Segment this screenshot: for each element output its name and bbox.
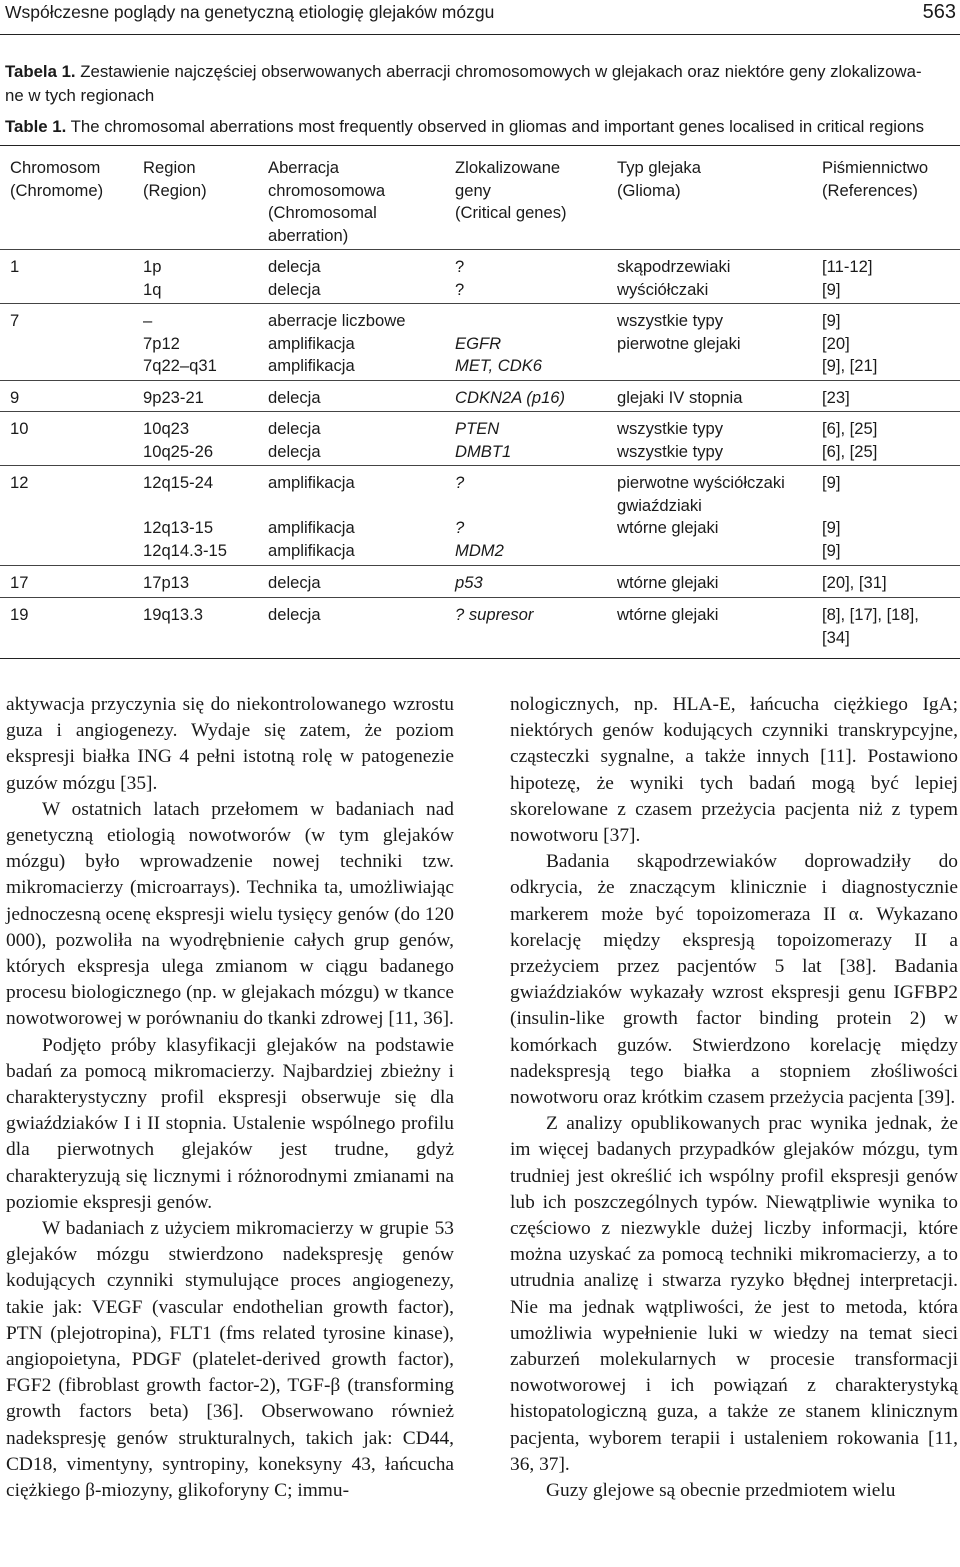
paragraph: aktywacja przyczynia się do niekontrolowanego wzrostu guza i angiogenezy. Wydaje się zatem, że poziom ekspresji białka ING 4 pełni istotną rolę w patogenezie guzów mózgu [35]. xyxy=(6,694,454,794)
caption-text: The chromosomal aberrations most frequently observed in gliomas and important genes localised in critical regions xyxy=(66,117,925,136)
column-header: Region (Region) xyxy=(143,158,207,200)
table-rule xyxy=(0,411,960,412)
cell-chromosome: 9 xyxy=(10,388,20,407)
cell-genes: ? ? xyxy=(455,257,465,299)
cell-chromosome: 1 xyxy=(10,257,20,276)
body-column-left xyxy=(6,692,454,1504)
cell-aberration: delecja xyxy=(268,573,321,592)
cell-genes: CDKN2A (p16) xyxy=(455,388,566,407)
cell-refs: [6], [25] [6], [25] xyxy=(822,419,878,461)
cell-glioma: wtórne glejaki xyxy=(617,605,719,624)
table-rule xyxy=(0,465,960,466)
cell-region: 1p 1q xyxy=(143,257,162,299)
cell-region: 19q13.3 xyxy=(143,605,203,624)
cell-aberration: delecja xyxy=(268,388,321,407)
cell-glioma: pierwotne wyściółczaki gwiaździaki wtórne glejaki xyxy=(617,473,785,537)
cell-region: 10q23 10q25-26 xyxy=(143,419,214,461)
table-rule xyxy=(0,565,960,566)
cell-glioma: skąpodrzewiaki wyściółczaki xyxy=(617,257,731,299)
cell-chromosome: 17 xyxy=(10,573,29,592)
cell-aberration: delecja delecja xyxy=(268,257,321,299)
cell-refs: [23] xyxy=(822,388,850,407)
caption-text: Zestawienie najczęściej obserwowanych aberracji chromosomowych w glejakach oraz niektóre geny zlokalizowa- ne w tych regionach xyxy=(5,62,922,105)
cell-refs: [9] [20] [9], [21] xyxy=(822,311,878,375)
cell-region: 17p13 xyxy=(143,573,190,592)
cell-refs: [8], [17], [18], [34] xyxy=(822,605,919,647)
table-caption-english xyxy=(5,115,957,139)
cell-aberration: delecja xyxy=(268,605,321,624)
cell-region: 12q15-24 12q13-15 12q14.3-15 xyxy=(143,473,227,560)
cell-region: – 7p12 7q22–q31 xyxy=(143,311,217,375)
cell-chromosome: 7 xyxy=(10,311,20,330)
column-header: Aberracja chromosomowa (Chromosomal aberration) xyxy=(268,158,386,245)
page-header xyxy=(0,0,960,35)
body-column-right xyxy=(510,692,958,1504)
paragraph: W ostatnich latach przełomem w badaniach nad genetyczną etiologią nowotworów (w tym glejaków mózgu) było wprowadzenie nowej techniki tzw. mikromacierzy (microarrays). Technika ta, umożliwiając jednoczesną ocenę ekspresji wielu tysięcy genów (do 120 000), pozwoliła na wyodrębnienie całych grup genów, których ekspresja ulega zmianom w ciągu badanego procesu biologicznego (np. w glejakach mózgu) w tkance nowotworowej w porównaniu do tkanki zdrowej [11, 36]. xyxy=(6,798,454,1030)
paragraph: W badaniach z użyciem mikromacierzy w grupie 53 glejaków mózgu stwierdzono nadekspresję genów kodujących czynniki stymulujące proces angiogenezy, takie jak: VEGF (vascular endothelian growth factor), PTN (plejotropina), FLT1 (fms related tyrosine kinase), angiopoietyna, PDGF (platelet-derived growth factor), FGF2 (fibroblast growth factor-2), TGF-β (transforming growth factors beta) [36]. Obserwowano również nadekspresję genów strukturalnych, takich jak: CD44, CD18, vimentyny, syntropiny, koneksyny 43, łańcucha ciężkiego β-miozyny, glikoforyny C; immu- xyxy=(6,1218,454,1502)
table-rule xyxy=(0,597,960,598)
page-number: 563 xyxy=(922,1,956,23)
cell-glioma: glejaki IV stopnia xyxy=(617,388,743,407)
cell-genes: ? ? MDM2 xyxy=(455,473,504,560)
table-rule xyxy=(0,249,960,250)
paragraph: Podjęto próby klasyfikacji glejaków na podstawie badań za pomocą mikromacierzy. Najbardziej zbieżny i charakterystyczny profil ekspresji obserwuje się dla gwiaździaków I i II stopnia. Ustalenie wspólnego profilu dla pierwotnych glejaków jest trudne, gdyż charakteryzują się licznymi i różnorodnymi zmianami na poziomie ekspresji genów. xyxy=(6,1034,454,1213)
table-rule xyxy=(0,380,960,381)
cell-aberration: aberracje liczbowe amplifikacja amplifikacja xyxy=(268,311,406,375)
paragraph: nologicznych, np. HLA-E, łańcucha ciężkiego IgA; niektórych genów kodujących czynniki transkrypcyjne, cząsteczki sygnalne, a także innych [11]. Postawiono hipotezę, że wyniki tych badań mogą być lepiej skorelowane z czasem przeżycia pacjenta niż z typem nowotworu [37]. xyxy=(510,694,958,847)
column-header: Piśmiennictwo (References) xyxy=(822,158,929,200)
cell-glioma: wszystkie typy pierwotne glejaki xyxy=(617,311,741,353)
cell-chromosome: 10 xyxy=(10,419,29,438)
table-rule xyxy=(0,303,960,304)
paragraph: Z analizy opublikowanych prac wynika jednak, że im więcej badanych przypadków glejaków mózgu, tym trudniej jest określić ich wspólny profil ekspresji genów lub ich poszczególnych typów. Niewątpliwie wynika to częściowo z niezwykle dużej liczby informacji, które można uzyskać za pomocą techniki mikromacierzy, a to utrudnia analizę i stwarza ryzyko błędnej interpretacji. Nie ma jednak wątpliwości, że jest to metoda, która umożliwia wypełnienie luki w wiedzy na temat sieci zaburzeń molekularnych w procesie transformacji nowotworowej i ich powiązań z charakterystyką histopatologiczną guza, a także ze stanem klinicznym pacjenta, wyborem terapii i ustaleniem rokowania [11, 36, 37]. xyxy=(510,1113,958,1475)
cell-refs: [11-12] [9] xyxy=(822,257,873,299)
cell-glioma: wszystkie typy wszystkie typy xyxy=(617,419,724,461)
cell-refs: [20], [31] xyxy=(822,573,887,592)
cell-genes: EGFR MET, CDK6 xyxy=(455,333,542,375)
cell-genes: ? supresor xyxy=(455,605,534,624)
caption-label: Table 1. xyxy=(5,117,67,136)
column-header: Chromosom (Chromome) xyxy=(10,158,104,200)
cell-aberration: amplifikacja amplifikacja amplifikacja xyxy=(268,473,355,560)
cell-chromosome: 12 xyxy=(10,473,29,492)
cell-refs: [9] [9] [9] xyxy=(822,473,841,560)
column-header: Typ glejaka (Glioma) xyxy=(617,158,701,200)
column-header: Zlokalizowane geny (Critical genes) xyxy=(455,158,567,222)
paragraph: Guzy glejowe są obecnie przedmiotem wielu xyxy=(546,1480,896,1502)
cell-chromosome: 19 xyxy=(10,605,29,624)
running-title: Współczesne poglądy na genetyczną etiologię glejaków mózgu xyxy=(5,2,495,22)
cell-glioma: wtórne glejaki xyxy=(617,573,719,592)
paragraph: Badania skąpodrzewiaków doprowadziły do odkrycia, że znaczącym klinicznie i diagnostycznie markerem może być topoizomeraza II α. Wykazano korelację między ekspresją topoizomerazy II a przeżyciem przez pacjentów 5 lat [38]. Badania gwiaździaków wykazały wzrost ekspresji genu IGFBP2 (insulin-like growth factor binding protein 2) w komórkach guzów. Stwierdzono korelację między nadekspresją tego białka a stopniem złośliwości nowotworu oraz krótkim czasem przeżycia pacjenta [39]. xyxy=(510,851,958,1109)
table-caption-polish xyxy=(5,60,957,107)
chromosome-aberrations-table xyxy=(0,145,960,659)
cell-genes: PTEN DMBT1 xyxy=(455,419,512,461)
cell-genes: p53 xyxy=(455,573,483,592)
cell-aberration: delecja delecja xyxy=(268,419,321,461)
caption-label: Tabela 1. xyxy=(5,62,76,81)
cell-region: 9p23-21 xyxy=(143,388,204,407)
